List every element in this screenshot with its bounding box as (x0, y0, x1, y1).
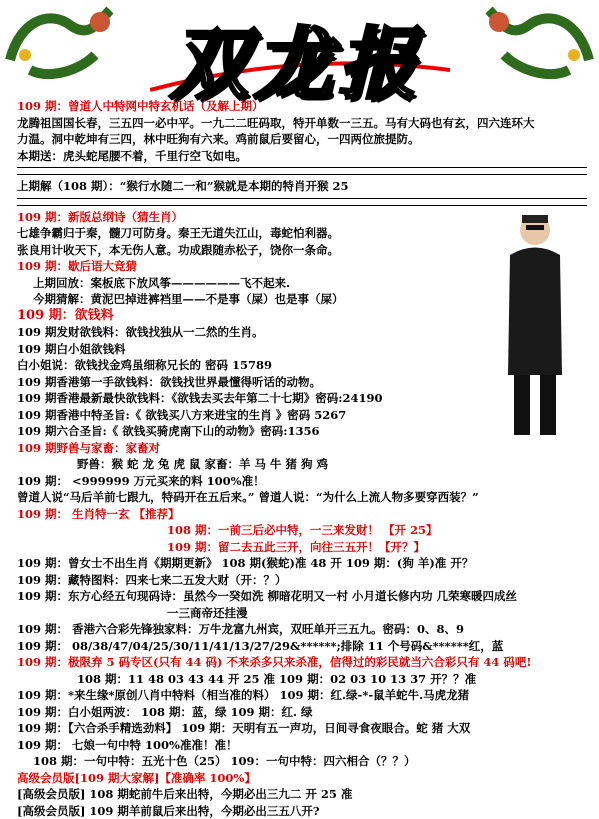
text-line: 109 期：歇后语大竞猜 (17, 258, 587, 275)
text-line: 高级会员版[109 期大家解]【准确率 100%】 (17, 770, 587, 787)
text-line: 108 期：11 48 03 43 44 开 25 准 109 期：02 03 10 13 37 开？？准 (17, 671, 587, 688)
dragon-right-icon (479, 0, 599, 92)
separator-rule (17, 167, 587, 175)
text-line: 龙腾祖国国长春，三五四一必中平。一九二二旺码取，特开单数一三五。马有大码也有玄，四六连环大 (17, 115, 587, 132)
text-line: [高级会员版] 108 期蛇前牛后来出特，今期必出三九二 开 25 准 (17, 786, 587, 803)
text-line: 109 期：极限弃 5 码专区(只有 44 码) 不来杀多只来杀准，信得过的彩民就当六合彩只有 44 码吧! (17, 654, 587, 671)
text-line: 张良用计收天下，本无伤人意。功成跟随赤松子，饶你一条命。 (17, 242, 587, 259)
text-line: 109 期：欲钱料 (17, 308, 587, 325)
text-line: 109 期香港最新最快欲钱料：《欲钱去买去年第二十七期》密码:24190 (17, 390, 587, 407)
text-line: 109 期：藏特图料：四来七来二五发大财（开：？） (17, 572, 587, 589)
text-line: 109 期： 七娘一句中特 100%准准！准！ (17, 737, 587, 754)
text-line: 108 期：一句中特：五光十色（25） 109：一句中特：四六相合（？？） (17, 753, 587, 770)
text-line: 109 期发财欲钱料：欲钱找独从一二然的生肖。 (17, 324, 587, 341)
text-line: 白小姐说：欲钱找金鸡虽细称兄长的 密码 15789 (17, 357, 587, 374)
text-line: 109 期白小姐欲钱料 (17, 341, 587, 358)
person-illustration (500, 205, 570, 445)
text-line: 七雄争霸归于秦，髓刀可防身。秦王无道失江山，毒蛇怕利器。 (17, 225, 587, 242)
text-line: 109 期：曾女士不出生肖《期期更新》 108 期(猴蛇)准 48 开 109 期：(狗 羊)准 开？ (17, 555, 587, 572)
text-line: 109 期： 08/38/47/04/25/30/11/41/13/27/29&******;排除 11 个号码&******红，蓝 (17, 638, 587, 655)
text-line: 上期解（108 期）：“猴行水随二一和”猴就是本期的特肖开猴 25 (17, 178, 587, 195)
text-line: 109 期： 生肖特一玄 【推荐】 (17, 506, 587, 523)
text-line: 109 期： <999999 万元买来的料 100%准！ (17, 473, 587, 490)
text-line: 109 期香港中特圣旨:《 欲钱买八方来进宝的生肖 》密码 5267 (17, 407, 587, 424)
text-line: 109 期：东方心经五句现码诗：虽然今一癸如洗 柳暗花明又一村 小月道长修内功 几荣寒暖四成丝 (17, 588, 587, 605)
header (0, 0, 599, 98)
text-line: 一三商帝还挂漫 (17, 605, 587, 622)
text-line: 109 期：白小姐两波： 108 期：蓝，绿 109 期：红. 绿 (17, 704, 587, 721)
text-line: 今期猜解：黄泥巴掉进裤裆里——不是事（屎）也是事（屎） (17, 291, 587, 308)
text-line: 109 期：曾道人中特网中特玄机话（及解上期） (17, 98, 587, 115)
text-line: 109 期：新版总纲诗（猜生肖） (17, 209, 587, 226)
text-line: 野兽：猴 蛇 龙 兔 虎 鼠 家畜：羊 马 牛 猪 狗 鸡 (17, 456, 587, 473)
text-line: 力温。洞中乾坤有三四，林中旺狗有六来。鸡前鼠后要留心，一四两位旅提防。 (17, 131, 587, 148)
text-line: 109 期： 香港六合彩先锋独家料：万牛龙富九州宾，双旺单开三五九。密码：0、8、9 (17, 621, 587, 638)
text-line: 109 期：留二去五此三开，向往三五开！【开？】 (17, 539, 587, 556)
text-line: 上期回放：案板底下放风筝——————飞不起来. (17, 275, 587, 292)
text-line: 109 期香港第一手欲钱料：欲钱找世界最懂得听话的动物。 (17, 374, 587, 391)
page-title: 双龙报 (170, 2, 422, 114)
text-line: 109 期：*来生缘*原创八肖中特料（相当准的料） 109 期：红.绿-*-鼠羊蛇牛.马虎龙猪 (17, 687, 587, 704)
text-line: [高级会员版] 109 期羊前鼠后来出特，今期必出三五八开? (17, 803, 587, 819)
dragon-left-icon (0, 0, 120, 92)
text-line: 曾道人说“马后羊前七跟九，特码开在五后来。” 曾道人说：“为什么上流人物多要穿西装？” (17, 489, 587, 506)
text-line: 109 期：【六合杀手精选劲料】 109 期：天明有五一声功，日间寻食夜眼合。蛇 猪 大双 (17, 720, 587, 737)
text-line: 109 期六合圣旨:《 欲钱买骑虎南下山的动物》密码:1356 (17, 423, 587, 440)
text-line: 本期送：虎头蛇尾腰不着，千里行空飞如电。 (17, 148, 587, 165)
text-line: 109 期野兽与家畜：家畜对 (17, 440, 587, 457)
text-line: 108 期：一前三后必中特，一三来发财！ 【开 25】 (17, 522, 587, 539)
